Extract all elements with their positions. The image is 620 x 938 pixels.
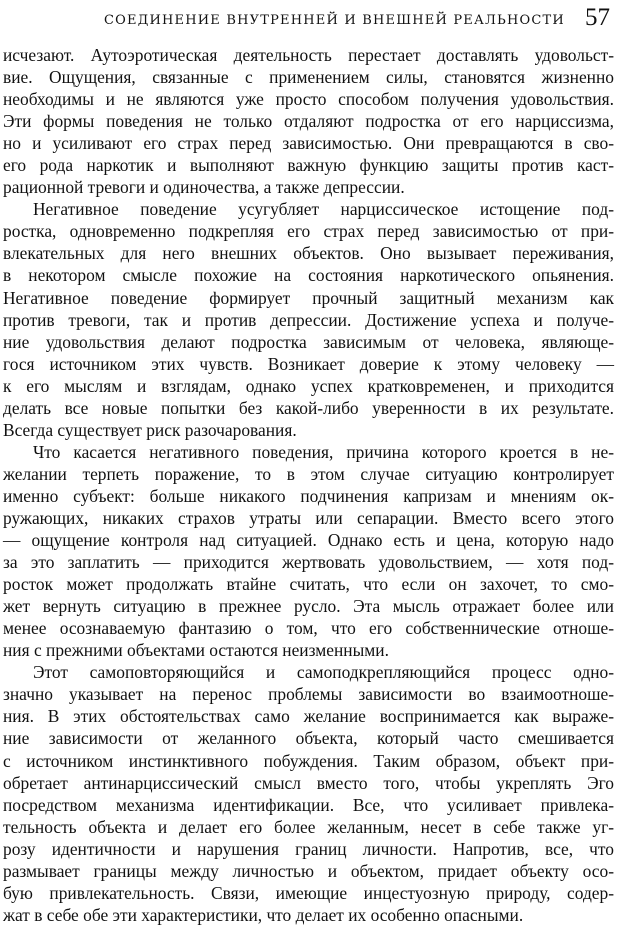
paragraph bbox=[3, 441, 614, 661]
text-line: ния. В этих обстоятельствах само желание воспринимается как выраже- bbox=[3, 706, 614, 727]
text-line: Негативное поведение усугубляет нарциссическое истощение под- bbox=[33, 199, 614, 220]
text-line: его рода наркотик и выполняют важную функцию защиты против каст- bbox=[3, 155, 614, 176]
text-line: ростка, одновременно подкрепляя его страх перед зависимостью от при- bbox=[3, 221, 614, 242]
text-line: рационной тревоги и одиночества, а также депрессии. bbox=[3, 177, 405, 198]
text-line: обретает антинарциссический смысл вместо того, чтобы укреплять Эго bbox=[3, 772, 614, 793]
text-line: посредством механизма идентификации. Все, что усиливает привлека- bbox=[3, 794, 614, 815]
text-line: ние зависимости от желанного объекта, который часто смешивается bbox=[3, 728, 614, 749]
paragraph bbox=[3, 661, 614, 926]
text-line: тельность объекта и делает его более желанным, несет в себе также уг- bbox=[3, 816, 614, 837]
text-line: гося источником этих чувств. Возникает доверие к этому человеку — bbox=[3, 353, 614, 374]
text-line: росток может продолжать втайне считать, что если он захочет, то смо- bbox=[3, 574, 614, 595]
text-line: ния с прежними объектами остаются неизменными. bbox=[3, 640, 389, 661]
text-line: бую привлекательность. Связи, имеющие инцестуозную природу, содер- bbox=[3, 882, 614, 903]
text-line: жат в себе обе эти характеристики, что делает их особенно опасными. bbox=[3, 904, 524, 925]
text-line: именно субъект: больше никакого подчинения капризам и мнениям ок- bbox=[3, 485, 614, 506]
text-line: значно указывает на перенос проблемы зависимости во взаимоотноше- bbox=[3, 684, 614, 705]
text-line: жет вернуть ситуацию в прежнее русло. Эта мысль отражает более или bbox=[3, 596, 614, 617]
running-header bbox=[0, 4, 620, 34]
text-line: делать все новые попытки без какой-либо уверенности в их результате. bbox=[3, 397, 614, 418]
text-line: Что касается негативного поведения, причина которого кроется в не- bbox=[33, 441, 614, 462]
text-line: ружающих, никаких страхов утраты или сепарации. Вместо всего этого bbox=[3, 507, 614, 528]
text-line: Всегда существует риск разочарования. bbox=[3, 419, 297, 440]
text-line: но и усиливают его страх перед зависимостью. Они превращаются в сво- bbox=[3, 133, 614, 154]
text-line: за это заплатить — приходится жертвовать удовольствием, — хотя под- bbox=[3, 552, 614, 573]
text-line: Этот самоповторяющийся и самоподкрепляющийся процесс одно- bbox=[33, 662, 614, 683]
text-line: к его мыслям и взглядам, однако успех кратковременен, и приходится bbox=[3, 375, 614, 396]
text-line: в некотором смысле похожие на состояния наркотического опьянения. bbox=[3, 265, 614, 286]
text-line: Негативное поведение формирует прочный защитный механизм как bbox=[3, 287, 614, 308]
text-line: Эти формы поведения не только отдаляют подростка от его нарциссизма, bbox=[3, 111, 614, 132]
paragraph bbox=[3, 198, 614, 441]
text-line: исчезают. Аутоэротическая деятельность перестает доставлять удовольст- bbox=[3, 45, 614, 65]
text-line: желании терпеть поражение, то в этом случае ситуацию контролирует bbox=[3, 463, 614, 484]
text-line: ние удовольствия делают подростка зависимым от человека, являюще- bbox=[3, 331, 614, 352]
paragraph bbox=[3, 44, 614, 198]
text-line: с источником инстинктивного побуждения. Таким образом, объект при- bbox=[3, 750, 614, 771]
text-line: розу идентичности и нарушения границ личности. Напротив, все, что bbox=[3, 838, 614, 859]
text-line: против тревоги, так и против депрессии. Достижение успеха и получе- bbox=[3, 309, 614, 330]
text-line: — ощущение контроля над ситуацией. Однако есть и цена, которую надо bbox=[3, 530, 614, 551]
page-number: 57 bbox=[585, 4, 610, 31]
text-line: необходимы и не являются уже просто способом получения удовольствия. bbox=[3, 89, 614, 110]
body-text bbox=[3, 44, 614, 926]
text-line: вие. Ощущения, связанные с применением силы, становятся жизненно bbox=[3, 67, 614, 88]
text-line: влекательных для него внешних объектов. Оно вызывает переживания, bbox=[3, 243, 614, 264]
text-line: менее осознаваемую фантазию о том, что его собственнические отноше- bbox=[3, 618, 614, 639]
text-line: размывает границы между личностью и объектом, придает объекту осо- bbox=[3, 860, 614, 881]
header-title: СОЕДИНЕНИЕ ВНУТРЕННЕЙ И ВНЕШНЕЙ РЕАЛЬНОСТИ bbox=[104, 13, 565, 28]
